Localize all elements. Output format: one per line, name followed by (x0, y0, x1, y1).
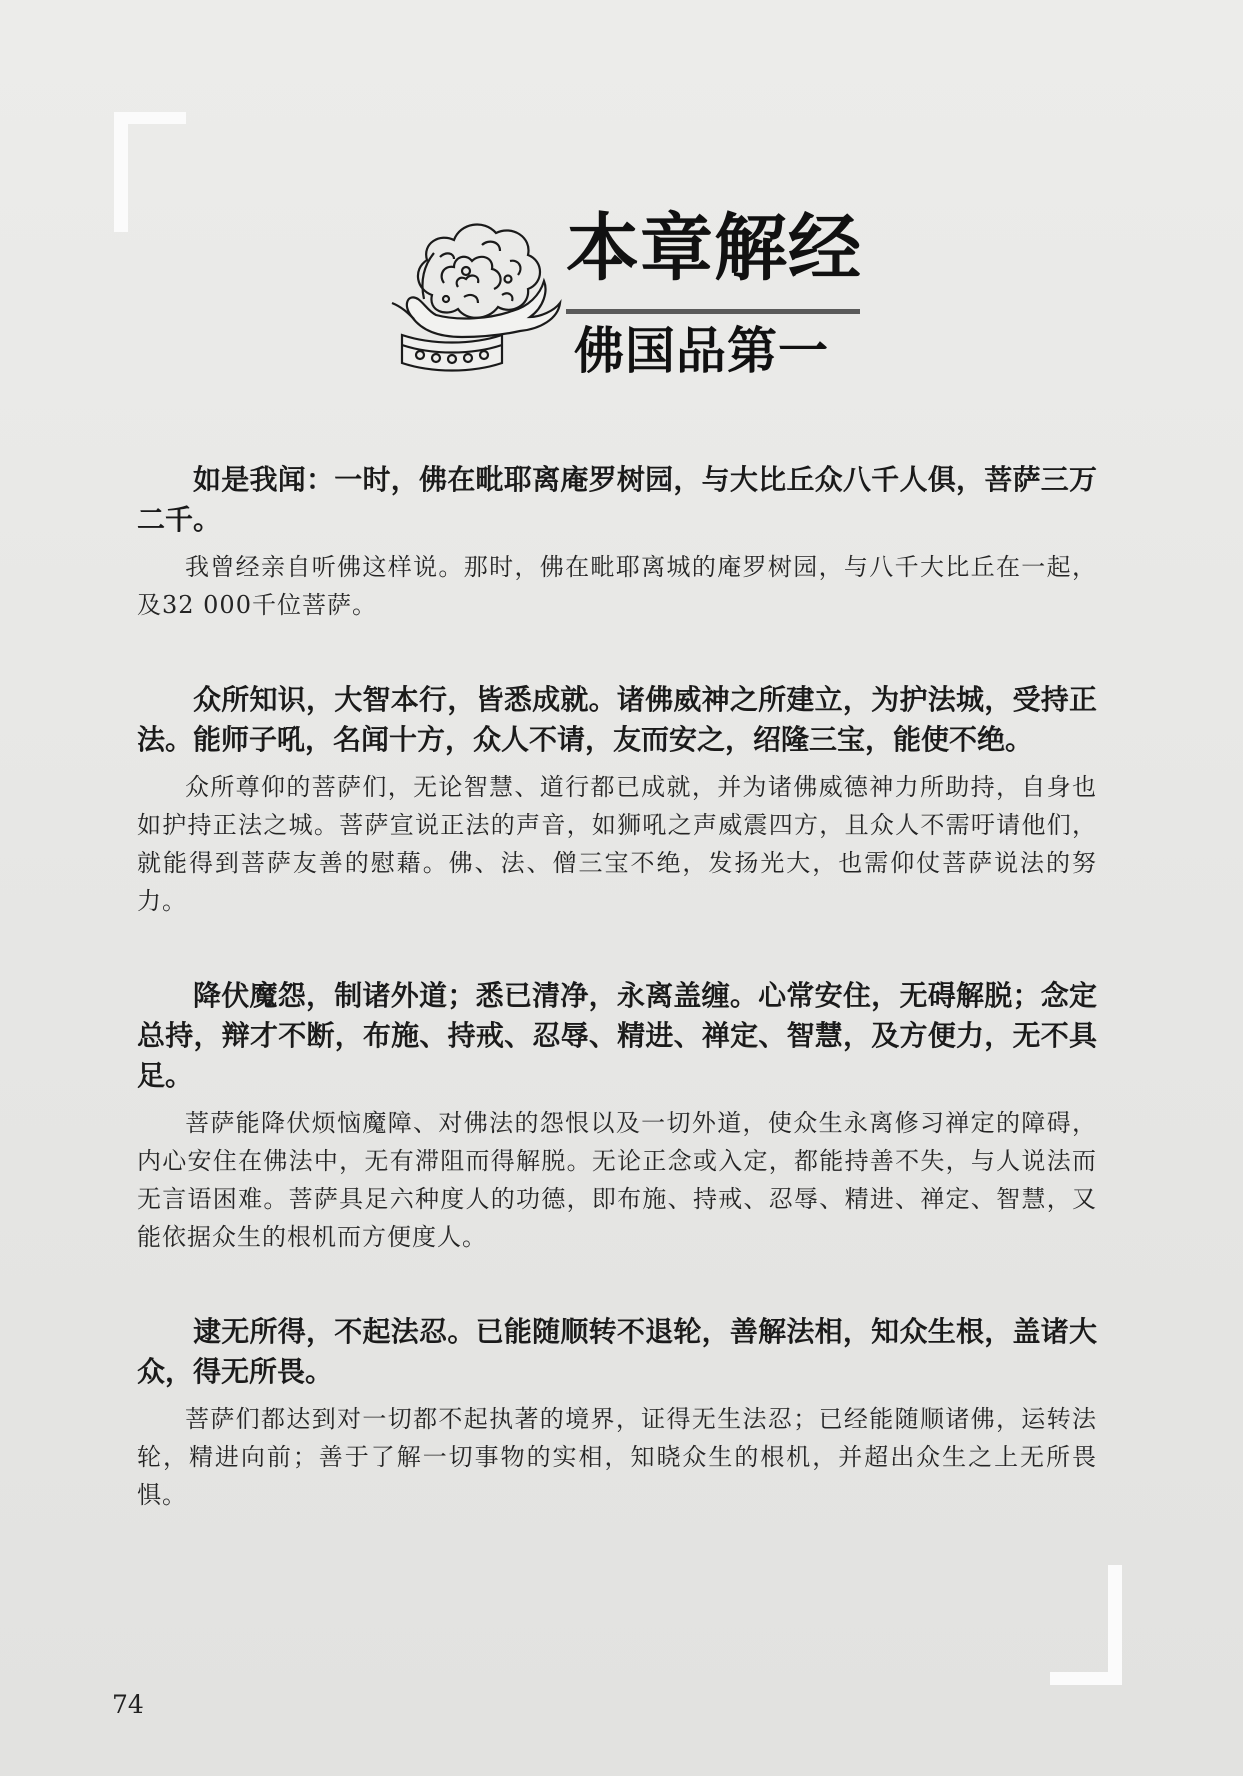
chapter-subtitle: 佛国品第一 (574, 322, 829, 380)
body-text (137, 460, 1097, 1570)
corner-bracket-bottom-right-bar (1050, 1672, 1122, 1685)
explanation-paragraph: 菩萨们都达到对一切都不起执著的境界，证得无生法忍；已经能随顺诸佛，运转法轮，精进向前；善于了解一切事物的实相，知晓众生的根机，并超出众生之上无所畏惧。 (137, 1405, 1097, 1509)
verse-section (137, 680, 1097, 920)
hand-holding-cloud-icon (362, 195, 562, 385)
scripture-paragraph: 逮无所得，不起法忍。已能随顺转不退轮，善解法相，知众生根，盖诸大众，得无所畏。 (137, 1315, 1097, 1388)
corner-bracket-bottom-right (1108, 1565, 1122, 1685)
scripture-paragraph: 降伏魔怨，制诸外道；悉已清净，永离盖缠。心常安住，无碍解脱；念定总持，辩才不断，布施、持戒、忍辱、精进、禅定、智慧，及方便力，无不具足。 (137, 979, 1097, 1092)
corner-bracket-top-left (114, 112, 128, 232)
verse-section (137, 460, 1097, 624)
chapter-title: 本章解经 (566, 206, 862, 291)
page-number: 74 (112, 1690, 144, 1719)
title-divider (566, 309, 860, 314)
verse-section (137, 1312, 1097, 1514)
scripture-paragraph: 如是我闻：一时，佛在毗耶离庵罗树园，与大比丘众八千人俱，菩萨三万二千。 (137, 463, 1097, 536)
verse-section (137, 976, 1097, 1256)
explanation-paragraph: 菩萨能降伏烦恼魔障、对佛法的怨恨以及一切外道，使众生永离修习禅定的障碍，内心安住在佛法中，无有滞阻而得解脱。无论正念或入定，都能持善不失，与人说法而无言语困难。菩萨具足六种度人的功德，即布施、持戒、忍辱、精进、禅定、智慧，又能依据众生的根机而方便度人。 (137, 1109, 1097, 1251)
explanation-paragraph: 我曾经亲自听佛这样说。那时，佛在毗耶离城的庵罗树园，与八千大比丘在一起，及32 000千位菩萨。 (137, 553, 1097, 619)
corner-bracket-top-left-bar (114, 112, 186, 124)
scripture-paragraph: 众所知识，大智本行，皆悉成就。诸佛威神之所建立，为护法城，受持正法。能师子吼，名闻十方，众人不请，友而安之，绍隆三宝，能使不绝。 (137, 683, 1097, 756)
explanation-paragraph: 众所尊仰的菩萨们，无论智慧、道行都已成就，并为诸佛威德神力所助持，自身也如护持正法之城。菩萨宣说正法的声音，如狮吼之声威震四方，且众人不需吁请他们，就能得到菩萨友善的慰藉。佛、法、僧三宝不绝，发扬光大，也需仰仗菩萨说法的努力。 (137, 773, 1097, 915)
